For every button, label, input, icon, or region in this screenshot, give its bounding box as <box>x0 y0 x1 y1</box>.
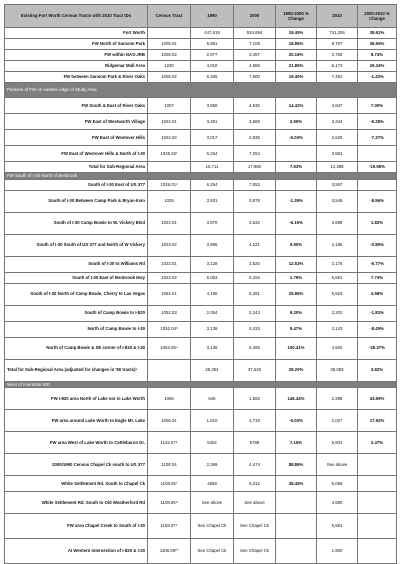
change-2000-2010-cell: -0.85% <box>358 234 397 256</box>
change-2000-2010-cell <box>358 179 397 190</box>
value-2010-cell: 3,143 <box>317 321 358 337</box>
table-row <box>5 410 397 432</box>
change-2000-2010-cell: -7.37% <box>358 130 397 146</box>
table-row <box>5 256 397 272</box>
tract-cell: 1230 <box>148 61 191 72</box>
change-2000-2010-cell <box>358 492 397 514</box>
area-cell: At Western Intersection of I-820 & I-20 <box>5 539 148 564</box>
value-2000-cell: See Chapel Ck <box>234 539 276 564</box>
table-row <box>5 212 397 234</box>
value-1990-cell: 447,619 <box>191 28 234 39</box>
tract-cell: 1024.01 <box>148 212 191 234</box>
area-cell: North of Camp Bowie to I-30 <box>5 321 148 337</box>
value-2000-cell: 4,886 <box>234 61 276 72</box>
change-2000-2010-cell: -8.56% <box>358 190 397 212</box>
value-1990-cell: 3,959 <box>191 98 234 114</box>
change-2000-2010-cell <box>358 514 397 539</box>
value-1990-cell: 3,136 <box>191 337 234 359</box>
change-2000-2010-cell: 38.62% <box>358 28 397 39</box>
value-2000-cell: 4,221 <box>234 234 276 256</box>
change-1990-2000-cell: 9.20% <box>276 305 317 321</box>
change-1990-2000-cell: -1.35% <box>276 190 317 212</box>
value-2010-cell: 3,581 <box>317 146 358 162</box>
change-2000-2010-cell: -8.45% <box>358 321 397 337</box>
value-1990-cell: 4559 <box>191 476 234 492</box>
change-1990-2000-cell: 28.20% <box>276 359 317 381</box>
change-1990-2000-cell: 38.45% <box>276 476 317 492</box>
area-cell: FW North of Sansom Park <box>5 39 148 50</box>
value-2000-cell: 3,457 <box>234 50 276 61</box>
change-2000-2010-cell <box>358 454 397 476</box>
value-2010-cell: 2,027 <box>317 410 358 432</box>
value-2000-cell: 2,243 <box>234 305 276 321</box>
change-1990-2000-cell: 12.53% <box>276 256 317 272</box>
change-2000-2010-cell: 7.00% <box>358 98 397 114</box>
table-row <box>5 492 397 514</box>
table-row <box>5 190 397 212</box>
area-cell: North of Camp Bowie & SE corner of I-820 & I-30 <box>5 337 148 359</box>
section-title: West of Interstate 820 <box>5 381 397 388</box>
value-1990-cell: 2,054 <box>191 305 234 321</box>
value-2000-cell: 37,645 <box>234 359 276 381</box>
change-2000-2010-cell <box>358 476 397 492</box>
value-2000-cell: 2,835 <box>234 130 276 146</box>
change-1990-2000-cell: 1.76% <box>276 272 317 283</box>
value-1990-cell: 5402 <box>191 432 234 454</box>
census-tract-table <box>4 4 397 564</box>
table-row <box>5 61 397 72</box>
change-1990-2000-cell: 9.47% <box>276 321 317 337</box>
table-row <box>5 388 397 410</box>
value-2010-cell: 39,083 <box>317 359 358 381</box>
change-2000-2010-cell: 1.82% <box>358 212 397 234</box>
change-2000-2010-cell: 3.82% <box>358 359 397 381</box>
change-1990-2000-cell: -5.03% <box>276 410 317 432</box>
value-2000-cell: 6,285 <box>234 337 276 359</box>
change-1990-2000-cell <box>276 146 317 162</box>
table-row <box>5 98 397 114</box>
value-1990-cell: 6,365 <box>191 72 234 83</box>
change-1990-2000-cell: 20.16% <box>276 50 317 61</box>
tract-cell <box>148 359 191 381</box>
area-cell: South of I-30 East of Benbrook Hwy <box>5 272 148 283</box>
table-row <box>5 337 397 359</box>
change-1990-2000-cell: 2.50% <box>276 114 317 130</box>
value-2000-cell: See Chapel Ck <box>234 514 276 539</box>
value-1990-cell: 6,254 <box>191 146 234 162</box>
value-2010-cell: 741,206 <box>317 28 358 39</box>
value-2010-cell: 3,176 <box>317 256 358 272</box>
table-row <box>5 114 397 130</box>
change-1990-2000-cell: 21.85% <box>276 61 317 72</box>
change-2000-2010-cell: 2.47% <box>358 432 397 454</box>
change-2000-2010-cell: -6.28% <box>358 114 397 130</box>
value-2010-cell: 6,173 <box>317 61 358 72</box>
tract-cell: 1023.01 <box>148 256 191 272</box>
value-1990-cell: 29,364 <box>191 359 234 381</box>
change-1990-2000-cell: 146.44% <box>276 388 317 410</box>
value-2000-cell: 3,632 <box>234 212 276 234</box>
value-2000-cell: 7,053 <box>234 146 276 162</box>
area-cell: Ridgemar Mall Area <box>5 61 148 72</box>
table-row <box>5 321 397 337</box>
tract-cell: 1052.05⁴ <box>148 337 191 359</box>
value-1990-cell: 1,810 <box>191 410 234 432</box>
change-1990-2000-cell <box>276 539 317 564</box>
value-2010-cell: 1,900 <box>317 539 358 564</box>
area-cell: FW East of Westover Hills & North of I-30 <box>5 146 148 162</box>
tract-cell: 1005.02 <box>148 72 191 83</box>
tract-cell: 1108.07⁹ <box>148 514 191 539</box>
header-area: Existing Fort Worth Census Tracts with 2010 Tract IDs <box>5 5 148 28</box>
value-1990-cell: 3,136 <box>191 321 234 337</box>
area-cell: South of I-30 North of Camp Bowie, Cherry to Las Vegas <box>5 283 148 305</box>
change-2000-2010-cell <box>358 539 397 564</box>
value-2000-cell: 3,520 <box>234 256 276 272</box>
value-2010-cell: 2,626 <box>317 130 358 146</box>
tract-cell: 1108.04 <box>148 454 191 476</box>
table-row <box>5 39 397 50</box>
value-2010-cell: See above <box>317 454 358 476</box>
value-2000-cell: 3,433 <box>234 321 276 337</box>
value-2000-cell: 3,878 <box>234 190 276 212</box>
value-1990-cell: 2,877 <box>191 50 234 61</box>
value-2010-cell: 3,698 <box>317 212 358 234</box>
area-cell: FW South & East of River Oaks <box>5 98 148 114</box>
value-2010-cell: 5,551 <box>317 272 358 283</box>
area-cell: South of Camp Bowie to I-820 <box>5 305 148 321</box>
table-row <box>5 454 397 476</box>
value-2010-cell: 4,185 <box>317 234 358 256</box>
change-2000-2010-cell: 7.74% <box>358 272 397 283</box>
census-table-container <box>4 4 396 564</box>
area-cell: FW within NAS-JRB <box>5 50 148 61</box>
table-row <box>5 50 397 61</box>
value-1990-cell: 5,981 <box>191 39 234 50</box>
section-header-row <box>5 83 397 98</box>
table-row <box>5 28 397 39</box>
area-cell: FW area around Lake Worth to Eagle Mt. Lake <box>5 410 148 432</box>
value-2010-cell: 3,344 <box>317 114 358 130</box>
table-row <box>5 234 397 256</box>
tract-cell: 1026.02¹ <box>148 146 191 162</box>
value-2010-cell: 3,557 <box>317 179 358 190</box>
value-2000-cell: 7,600 <box>234 72 276 83</box>
tract-cell: 1052.03 <box>148 305 191 321</box>
value-1990-cell: 4,196 <box>191 283 234 305</box>
section-title: Portions of FW on eastern edge of Study Area <box>5 83 397 98</box>
value-2010-cell: 4,580 <box>317 492 358 514</box>
table-row <box>5 476 397 492</box>
change-1990-2000-cell <box>276 492 317 514</box>
table-body <box>5 5 397 564</box>
change-2000-2010-cell: 43.59% <box>358 388 397 410</box>
tract-cell: 1108.08¹⁰ <box>148 539 191 564</box>
value-2010-cell: 3,546 <box>317 190 358 212</box>
header-2000: 2000 <box>234 5 276 28</box>
change-1990-2000-cell: 88.86% <box>276 454 317 476</box>
change-1990-2000-cell: 7.63% <box>276 162 317 173</box>
tract-cell: 1108.05⁷ <box>148 476 191 492</box>
table-row <box>5 539 397 564</box>
change-2000-2010-cell: 4.58% <box>358 283 397 305</box>
table-row <box>5 514 397 539</box>
area-cell: South of I-30 East of US 377 <box>5 179 148 190</box>
value-2000-cell: 1,592 <box>234 388 276 410</box>
change-2000-2010-cell: -1.43% <box>358 72 397 83</box>
value-2000-cell: 6,312 <box>234 476 276 492</box>
tract-cell: 1022.01 <box>148 114 191 130</box>
value-2000-cell: 3,568 <box>234 114 276 130</box>
value-1990-cell: 3,870 <box>191 212 234 234</box>
value-2000-cell: 5,152 <box>234 272 276 283</box>
value-1990-cell: 5,063 <box>191 272 234 283</box>
table-row <box>5 432 397 454</box>
change-2000-2010-cell: 17.92% <box>358 410 397 432</box>
change-1990-2000-cell: 25.86% <box>276 283 317 305</box>
value-2010-cell: 9,707 <box>317 39 358 50</box>
tract-cell: 1023.02 <box>148 272 191 283</box>
table-row <box>5 179 397 190</box>
table-header-row <box>5 5 397 28</box>
area-cell: South of I-30 Camp Bowie to W. Vickery Blvd <box>5 212 148 234</box>
value-2010-cell: 5,581 <box>317 514 358 539</box>
change-2000-2010-cell <box>358 146 397 162</box>
tract-cell: 1026.01² <box>148 179 191 190</box>
change-1990-2000-cell: -6.15% <box>276 212 317 234</box>
area-cell: White Settlement Rd. South to Chapel Ck <box>5 476 148 492</box>
value-2000-cell: 7,053 <box>234 179 276 190</box>
change-1990-2000-cell: -6.03% <box>276 130 317 146</box>
change-2000-2010-cell: -19.95% <box>358 162 397 173</box>
change-1990-2000-cell: 100.41% <box>276 337 317 359</box>
value-2000-cell: 5788 <box>234 432 276 454</box>
area-cell: Total for Sub-Regional Area (adjusted for changes in '90 tracts)⁵ <box>5 359 148 381</box>
area-cell: FW East of Westover Hills <box>5 130 148 146</box>
value-1990-cell: See Chapel Ck <box>191 514 234 539</box>
tract-cell: 1006.02 <box>148 50 191 61</box>
change-1990-2000-cell: 18.86% <box>276 39 317 50</box>
value-1990-cell: 2,369 <box>191 454 234 476</box>
area-cell: Total for Sub-Regional Area <box>5 162 148 173</box>
header-1990-2000-change: 1990-2000 % Change <box>276 5 317 28</box>
change-1990-2000-cell: 14.42% <box>276 98 317 114</box>
header-1990: 1990 <box>191 5 234 28</box>
area-cell: South of I-30 South of US 377 and North of W Vickery <box>5 234 148 256</box>
value-2010-cell: 2,202 <box>317 305 358 321</box>
change-1990-2000-cell <box>276 514 317 539</box>
value-2000-cell: 5,281 <box>234 283 276 305</box>
area-cell: South of I-30 to Williams Rd <box>5 256 148 272</box>
table-row <box>5 283 397 305</box>
header-2000-2010-change: 2000-2010 % Change <box>358 5 397 28</box>
header-2010: 2010 <box>317 5 358 28</box>
area-cell: FW I-820 area North of Lake not in Lake Worth <box>5 388 148 410</box>
value-1990-cell: See above <box>191 492 234 514</box>
value-2000-cell: 7,109 <box>234 39 276 50</box>
value-1990-cell: 4,010 <box>191 61 234 72</box>
tract-cell: 1052.04³ <box>148 321 191 337</box>
value-2000-cell: 1,719 <box>234 410 276 432</box>
area-cell: FW area Chapel Creek to South of I-30 <box>5 514 148 539</box>
area-cell: FW between Sansom Park & River Oaks <box>5 72 148 83</box>
value-1990-cell: See Chapel Ck <box>191 539 234 564</box>
tract-cell: 1007 <box>148 98 191 114</box>
value-1990-cell: 3,128 <box>191 256 234 272</box>
table-row <box>5 359 397 381</box>
table-row <box>5 146 397 162</box>
value-2010-cell: 5,523 <box>317 283 358 305</box>
section-title: FW South of I-30 North of Benbrook <box>5 173 397 180</box>
change-2000-2010-cell: 26.34% <box>358 61 397 72</box>
change-1990-2000-cell: 19.45% <box>276 28 317 39</box>
value-1990-cell: 3,931 <box>191 190 234 212</box>
value-2000-cell: 4,474 <box>234 454 276 476</box>
area-cell: South of I-30 Between Camp Park & Bryan-Irvin <box>5 190 148 212</box>
change-2000-2010-cell: -9.77% <box>358 256 397 272</box>
table-row <box>5 272 397 283</box>
change-1990-2000-cell <box>276 179 317 190</box>
value-2010-cell: 6,058 <box>317 476 358 492</box>
value-2000-cell: 4,530 <box>234 98 276 114</box>
area-cell: Fort Worth <box>5 28 148 39</box>
area-cell: FW East of Westworth Village <box>5 114 148 130</box>
value-2010-cell: 5,931 <box>317 432 358 454</box>
table-row <box>5 72 397 83</box>
value-1990-cell: 646 <box>191 388 234 410</box>
tract-cell: 1022.02 <box>148 130 191 146</box>
change-1990-2000-cell: 5.90% <box>276 234 317 256</box>
value-2010-cell: 3,759 <box>317 50 358 61</box>
tract-cell: 1006.01 <box>148 410 191 432</box>
value-1990-cell: 3,481 <box>191 114 234 130</box>
area-cell: 2000/1990 Census Chapel Ck south to US 377 <box>5 454 148 476</box>
value-1990-cell: 3,986 <box>191 234 234 256</box>
area-cell: FW area West of Lake Worth to Cattlebaron Dr. <box>5 432 148 454</box>
change-1990-2000-cell: 7.15% <box>276 432 317 454</box>
tract-cell: 1066 <box>148 388 191 410</box>
value-1990-cell: 16,711 <box>191 162 234 173</box>
tract-cell: 1005.01 <box>148 39 191 50</box>
tract-cell: 1142.07⁶ <box>148 432 191 454</box>
tract-cell <box>148 162 191 173</box>
value-2010-cell: 2,286 <box>317 388 358 410</box>
value-1990-cell: 3,017 <box>191 130 234 146</box>
table-row <box>5 130 397 146</box>
value-2010-cell: 4,847 <box>317 98 358 114</box>
value-2010-cell: 14,398 <box>317 162 358 173</box>
value-2010-cell: 4,502 <box>317 337 358 359</box>
change-2000-2010-cell: -28.37% <box>358 337 397 359</box>
value-2000-cell: See above <box>234 492 276 514</box>
value-1990-cell: 6,254 <box>191 179 234 190</box>
table-row <box>5 162 397 173</box>
change-2000-2010-cell: 8.74% <box>358 50 397 61</box>
tract-cell: 1108.06⁸ <box>148 492 191 514</box>
header-census-tract: Census Tract <box>148 5 191 28</box>
tract-cell: 1024.02 <box>148 234 191 256</box>
value-2010-cell: 7,491 <box>317 72 358 83</box>
change-2000-2010-cell: -1.83% <box>358 305 397 321</box>
tract-cell: 1052.01 <box>148 283 191 305</box>
value-2000-cell: 17,986 <box>234 162 276 173</box>
value-2000-cell: 534,694 <box>234 28 276 39</box>
change-2000-2010-cell: 36.55% <box>358 39 397 50</box>
change-1990-2000-cell: 19.40% <box>276 72 317 83</box>
tract-cell <box>148 28 191 39</box>
tract-cell: 1025 <box>148 190 191 212</box>
table-row <box>5 305 397 321</box>
area-cell: White Settlement Rd. South to Old Weatherford Rd <box>5 492 148 514</box>
